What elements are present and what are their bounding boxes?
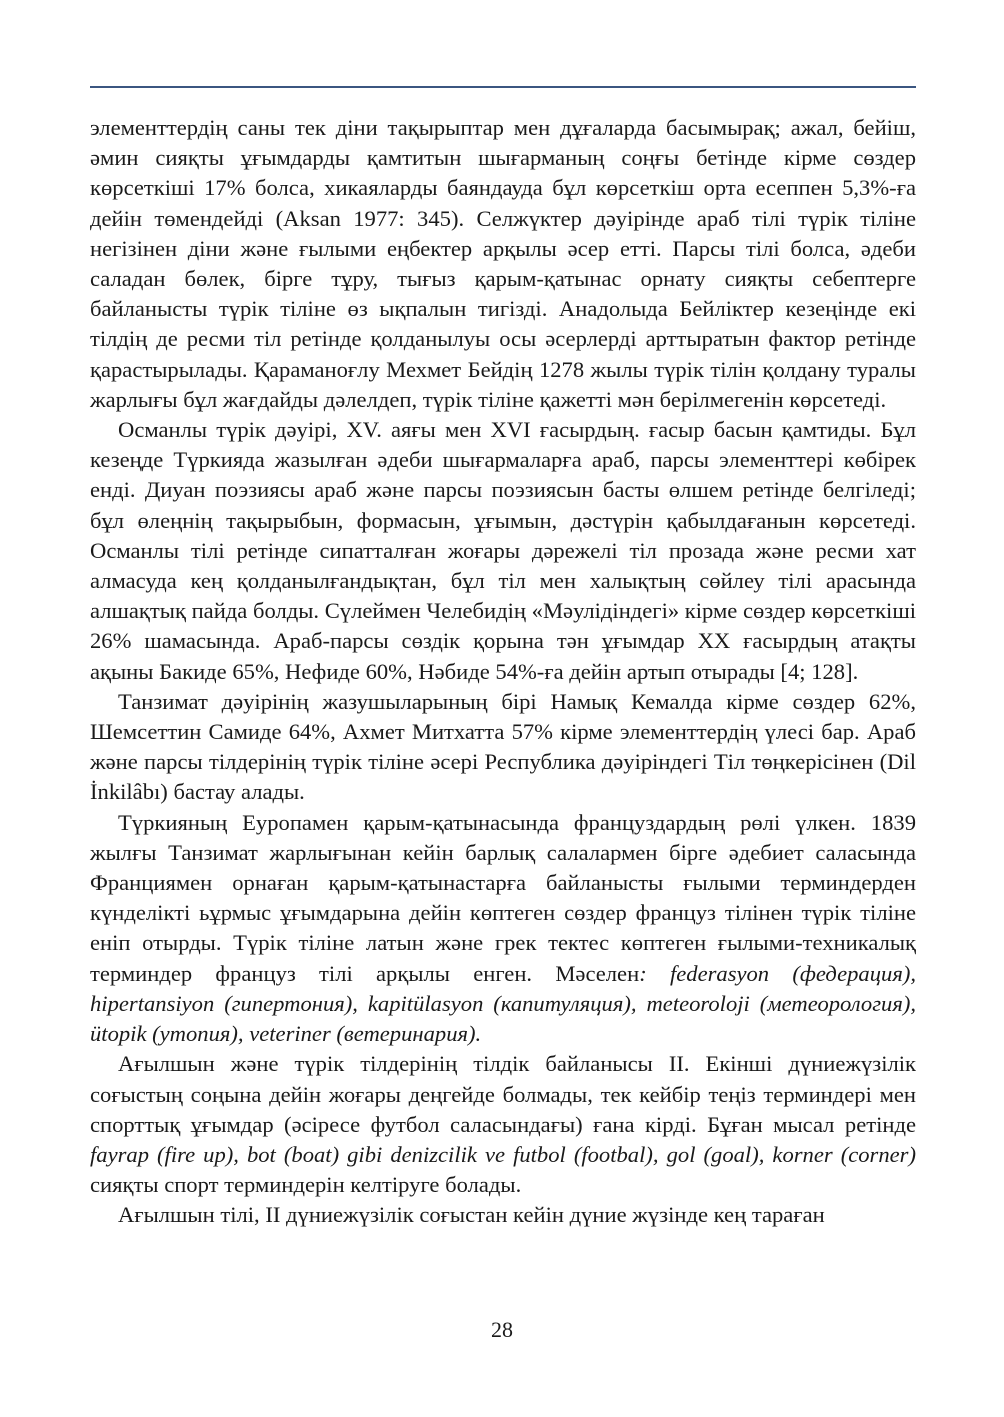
- text-run: Түркияның Еуропамен қарым-қатынасында француздардың рөлі үлкен. 1839 жылғы Танзимат жарлығынан кейін барлық салалармен бірге әдебиет саласында Франциямен орнаған қарым-қатынастарға байланысты ғылыми терминдерден күнделікті ьұрмыс ұғымдарына дейін көптеген сөздер француз тілінен түрік тіліне еніп отырды. Түрік тіліне латын және грек тектес көптеген ғылыми-техникалық терминдер француз тілі арқылы енген. Мәселен: [90, 809, 916, 986]
- italic-text: fayrap (fire up), bot (boat) gibi denizcilik ve futbol (footbal), gol (goal), korner (corner): [90, 1141, 916, 1167]
- page-number: 28: [491, 1317, 513, 1342]
- text-run: элементтердің саны тек діни тақырыптар мен дұғаларда басымырақ; ажал, бейіш, әмин сияқты ұғымдарды қамтитын шығарманың соңғы бетінде кірме сөздер көрсеткіші 17% болса, хикаяларды баяндауда бұл көрсеткіш орта есеппен 5,3%-ға дейін төмендейді (Aksan 1977: 345). Селжүктер дәуірінде араб тілі түрік тіліне негізінен діни және ғылыми еңбектер арқылы әсер етті. Парсы тілі болса, әдеби саладан бөлек, бірге тұру, тығыз қарым-қатынас орнату сияқты себептерге байланысты түрік тіліне өз ықпалын тигізді. Анадолыда Бейліктер кезеңінде екі тілдің де ресми тіл ретінде қолданылуы осы әсерлерді арттыратын фактор ретінде қарастырылады. Қараманоғлу Мехмет Бейдің 1278 жылы түрік тілін қолдану туралы жарлығы бұл жағдайды дәлелдеп, түрік тіліне қажетті мән берілмегенін көрсетеді.: [90, 115, 916, 412]
- paragraph: [90, 415, 916, 687]
- paragraph: [90, 687, 916, 808]
- text-run: Османлы түрік дәуірі, XV. аяғы мен XVI ғасырдың. ғасыр басын қамтиды. Бұл кезеңде Түркияда жазылған әдеби шығармаларға араб, парсы элементтері көбірек енді. Диуан поэзиясы араб және парсы поэзиясын басты өлшем ретінде белгіледі; бұл өлеңнің тақырыбын, формасын, ұғымын, дәстүрін қабылдағанын көрсетеді. Османлы тілі ретінде сипатталған жоғары дәрежелі тіл прозада және ресми хат алмасуда кең қолданылғандықтан, бұл тіл мен халықтың сөйлеу тілі арасында алшақтық пайда болды. Сүлеймен Челебидің «Мәулідіндегі» кірме сөздер көрсеткіші 26% шамасында. Араб-парсы сөздік қорына тән ұғымдар XX ғасырдың атақты ақыны Бакиде 65%, Нефиде 60%, Нәбиде 54%-ға дейін артып отырады [4; 128].: [90, 417, 916, 684]
- paragraph: [90, 808, 916, 1050]
- body-text: [90, 113, 916, 1231]
- paragraph: [90, 113, 916, 415]
- text-run: сияқты спорт терминдерін келтіруге болады.: [90, 1172, 522, 1198]
- paragraph: [90, 1049, 916, 1200]
- text-run: Ағылшын және түрік тілдерінің тілдік байланысы II. Екінші дүниежүзілік соғыстың соңына дейін жоғары деңгейде болмады, тек кейбір теңіз терминдері мен спорттық ұғымдар (әсіресе футбол саласындағы) ғана кірді. Бұған мысал ретінде: [90, 1051, 916, 1137]
- header-rule: [90, 86, 916, 88]
- italic-text: : federasyon (федерация), hipertansiyon (гипертония), kapitülasyon (капитуляция), meteoroloji (метеорология), ütopik (утопия), veteriner (ветеринария).: [90, 960, 916, 1047]
- text-run: Танзимат дәуірінің жазушыларының бірі Намық Кемалда кірме сөздер 62%, Шемсеттин Самиде 64%, Ахмет Митхатта 57% кірме элементтердің үлесі бар. Араб және парсы тілдерінің түрік тіліне әсері Республика дәуіріндегі Тіл төңкерісінен (Dil İnkilâbı) бастау алады.: [90, 688, 916, 805]
- text-run: Ағылшын тілі, II дүниежүзілік соғыстан кейін дүние жүзінде кең тараған: [118, 1202, 825, 1228]
- paragraph: [90, 1200, 916, 1230]
